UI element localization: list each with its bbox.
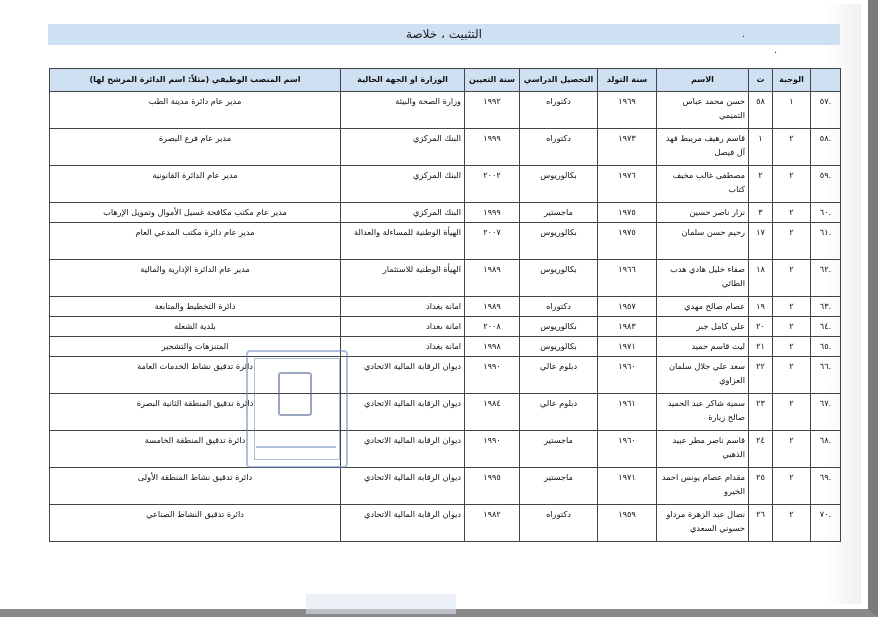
- header-education: التحصيل الدراسي: [520, 69, 598, 92]
- cell-birth: ١٩٨٣: [598, 317, 657, 337]
- cell-name: نضال عبد الزهرة مرداو حسوني السعدي: [657, 505, 749, 542]
- cell-appointed: ٢٠٠٢: [465, 166, 520, 203]
- table-body: [50, 92, 841, 542]
- cell-position: دائرة تدقيق المنطقة الثانية البصرة: [50, 394, 341, 431]
- cell-seq: .٦٦: [811, 357, 841, 394]
- cell-ministry: وزارة الصحة والبيئة: [341, 92, 465, 129]
- cell-seq: .٦٧: [811, 394, 841, 431]
- cell-seq: .٦٨: [811, 431, 841, 468]
- cell-education: بكالوريوس: [520, 260, 598, 297]
- cell-birth: ١٩٥٩: [598, 505, 657, 542]
- table-row: [50, 357, 841, 394]
- cell-birth: ١٩٧٥: [598, 203, 657, 223]
- cell-birth: ١٩٦٠: [598, 431, 657, 468]
- cell-name: سمية شاكر عبد الحميد صالح زيارة: [657, 394, 749, 431]
- cell-seq: .٧٠: [811, 505, 841, 542]
- table-row: [50, 166, 841, 203]
- cell-appointed: ١٩٩٨: [465, 337, 520, 357]
- cell-position: دائرة تدقيق نشاط الخدمات العامة: [50, 357, 341, 394]
- table-row: [50, 92, 841, 129]
- cell-name: نزار ناصر حسين: [657, 203, 749, 223]
- cell-ministry: ديوان الرقابة المالية الاتحادي: [341, 468, 465, 505]
- cell-t: ٢: [749, 166, 773, 203]
- eagle-emblem-icon: [278, 372, 312, 416]
- header-t: ت: [749, 69, 773, 92]
- cell-wajba: ٢: [773, 297, 811, 317]
- header-seq: [811, 69, 841, 92]
- cell-name: صفاء خليل هادي هدب الطائي: [657, 260, 749, 297]
- table-row: [50, 337, 841, 357]
- cell-wajba: ٢: [773, 166, 811, 203]
- cell-t: ٥٨: [749, 92, 773, 129]
- cell-position: مدير عام مكتب مكافحة غسيل الأموال وتمويل الإرهاب: [50, 203, 341, 223]
- table-row: [50, 317, 841, 337]
- cell-appointed: ١٩٩٠: [465, 357, 520, 394]
- cell-name: قاسم ناصر مطر عبيد الذهبي: [657, 431, 749, 468]
- cell-ministry: البنك المركزي: [341, 166, 465, 203]
- cell-position: دائرة تدقيق نشاط المنطقة الأولى: [50, 468, 341, 505]
- cell-wajba: ٢: [773, 129, 811, 166]
- header-ministry: الوزارة او الجهة الحالية: [341, 69, 465, 92]
- header-birth-year: سنة التولد: [598, 69, 657, 92]
- cell-seq: .٦١: [811, 223, 841, 260]
- table-row: [50, 260, 841, 297]
- cell-position: دائرة تدقيق المنطقة الخامسة: [50, 431, 341, 468]
- cell-wajba: ٢: [773, 337, 811, 357]
- cell-wajba: ٢: [773, 260, 811, 297]
- cell-appointed: ١٩٩٩: [465, 129, 520, 166]
- scan-speck: ·: [742, 32, 746, 43]
- table-row: [50, 394, 841, 431]
- cell-birth: ١٩٧٦: [598, 166, 657, 203]
- cell-position: مدير عام دائرة مدينة الطب: [50, 92, 341, 129]
- table-row: [50, 505, 841, 542]
- cell-appointed: ١٩٨٩: [465, 297, 520, 317]
- cell-position: مدير عام الدائرة القانونية: [50, 166, 341, 203]
- cell-ministry: امانة بغداد: [341, 317, 465, 337]
- cell-position: المتنزهات والتشجير: [50, 337, 341, 357]
- cell-education: ماجستير: [520, 468, 598, 505]
- cell-t: ٣: [749, 203, 773, 223]
- cell-t: ٢٢: [749, 357, 773, 394]
- cell-education: بكالوريوس: [520, 166, 598, 203]
- cell-wajba: ٢: [773, 357, 811, 394]
- cell-appointed: ١٩٨٤: [465, 394, 520, 431]
- cell-birth: ١٩٦١: [598, 394, 657, 431]
- cell-name: حسن محمد عباس التميمي: [657, 92, 749, 129]
- cell-wajba: ٢: [773, 505, 811, 542]
- cell-appointed: ١٩٩٥: [465, 468, 520, 505]
- cell-name: عصام صالح مهدي: [657, 297, 749, 317]
- cell-name: مصطفى غالب مخيف كتاب: [657, 166, 749, 203]
- cell-education: دكتوراه: [520, 129, 598, 166]
- table-header-row: [50, 69, 841, 92]
- cell-position: مدير عام فرع البصرة: [50, 129, 341, 166]
- cell-seq: .٥٨: [811, 129, 841, 166]
- cell-seq: .٦٩: [811, 468, 841, 505]
- cell-birth: ١٩٦٦: [598, 260, 657, 297]
- cell-wajba: ٢: [773, 203, 811, 223]
- cell-appointed: ٢٠٠٧: [465, 223, 520, 260]
- cell-t: ٢٤: [749, 431, 773, 468]
- cell-wajba: ٢: [773, 431, 811, 468]
- cell-education: بكالوريوس: [520, 223, 598, 260]
- cell-seq: .٦٢: [811, 260, 841, 297]
- cell-seq: .٥٧: [811, 92, 841, 129]
- cell-ministry: ديوان الرقابة المالية الاتحادي: [341, 431, 465, 468]
- scan-smudge: [306, 594, 456, 614]
- cell-position: مدير عام دائرة مكتب المدعي العام: [50, 223, 341, 260]
- cell-education: بكالوريوس: [520, 317, 598, 337]
- appointments-table: [49, 68, 841, 542]
- header-position: اسم المنصب الوظيفي (مثلاً: اسم الدائرة المرشح لها): [50, 69, 341, 92]
- cell-ministry: الهيأة الوطنية للمساءلة والعدالة: [341, 223, 465, 260]
- cell-seq: .٦٥: [811, 337, 841, 357]
- table-row: [50, 431, 841, 468]
- cell-t: ١٨: [749, 260, 773, 297]
- cell-wajba: ٢: [773, 394, 811, 431]
- cell-birth: ١٩٧٥: [598, 223, 657, 260]
- table-row: [50, 468, 841, 505]
- cell-birth: ١٩٧١: [598, 468, 657, 505]
- cell-seq: .٦٣: [811, 297, 841, 317]
- cell-education: دبلوم عالي: [520, 394, 598, 431]
- cell-wajba: ٢: [773, 468, 811, 505]
- cell-education: دكتوراه: [520, 505, 598, 542]
- scan-speck: ·: [774, 48, 778, 59]
- table-row: [50, 203, 841, 223]
- cell-seq: .٥٩: [811, 166, 841, 203]
- cell-appointed: ١٩٨٩: [465, 260, 520, 297]
- cell-name: قاسم رهيف مريبط فهد آل فيصل: [657, 129, 749, 166]
- cell-education: ماجستير: [520, 203, 598, 223]
- cell-birth: ١٩٧١: [598, 337, 657, 357]
- cell-birth: ١٩٦٠: [598, 357, 657, 394]
- cell-appointed: ٢٠٠٨: [465, 317, 520, 337]
- cell-seq: .٦٤: [811, 317, 841, 337]
- document-page: [6, 4, 858, 606]
- cell-birth: ١٩٥٧: [598, 297, 657, 317]
- cell-appointed: ١٩٨٢: [465, 505, 520, 542]
- cell-name: ليث قاسم حميد: [657, 337, 749, 357]
- cell-education: دبلوم عالي: [520, 357, 598, 394]
- cell-t: ١٧: [749, 223, 773, 260]
- table-row: [50, 129, 841, 166]
- cell-ministry: امانة بغداد: [341, 337, 465, 357]
- header-appointment-year: سنة التعيين: [465, 69, 520, 92]
- cell-t: ٢٦: [749, 505, 773, 542]
- cell-ministry: ديوان الرقابة المالية الاتحادي: [341, 357, 465, 394]
- cell-ministry: الهيأة الوطنية للاستثمار: [341, 260, 465, 297]
- cell-wajba: ٢: [773, 223, 811, 260]
- cell-t: ١: [749, 129, 773, 166]
- cell-appointed: ١٩٩٢: [465, 92, 520, 129]
- cell-wajba: ٢: [773, 317, 811, 337]
- cell-ministry: البنك المركزي: [341, 129, 465, 166]
- cell-seq: .٦٠: [811, 203, 841, 223]
- cell-t: ١٩: [749, 297, 773, 317]
- cell-ministry: امانة بغداد: [341, 297, 465, 317]
- cell-wajba: ١: [773, 92, 811, 129]
- cell-education: ماجستير: [520, 431, 598, 468]
- cell-name: علي كامل جبر: [657, 317, 749, 337]
- header-wajba: الوجبة: [773, 69, 811, 92]
- table-row: [50, 297, 841, 317]
- cell-appointed: ١٩٩٠: [465, 431, 520, 468]
- cell-position: بلدية الشعلة: [50, 317, 341, 337]
- cell-ministry: ديوان الرقابة المالية الاتحادي: [341, 394, 465, 431]
- cell-position: دائرة تدقيق النشاط الصناعي: [50, 505, 341, 542]
- cell-t: ٢٥: [749, 468, 773, 505]
- cell-t: ٢١: [749, 337, 773, 357]
- cell-ministry: البنك المركزي: [341, 203, 465, 223]
- cell-education: بكالوريوس: [520, 337, 598, 357]
- cell-name: سعد علي جلال سلمان العزاوي: [657, 357, 749, 394]
- cell-name: مقدام عصام يونس احمد الخيرو: [657, 468, 749, 505]
- cell-t: ٢٣: [749, 394, 773, 431]
- cell-position: دائرة التخطيط والمتابعة: [50, 297, 341, 317]
- table-row: [50, 223, 841, 260]
- stamp-text-line: [256, 446, 336, 458]
- cell-appointed: ١٩٩٩: [465, 203, 520, 223]
- cell-position: مدير عام الدائرة الإدارية والمالية: [50, 260, 341, 297]
- cell-name: رحيم حسن سلمان: [657, 223, 749, 260]
- cell-birth: ١٩٦٩: [598, 92, 657, 129]
- cell-education: دكتوراه: [520, 92, 598, 129]
- cell-education: دكتوراه: [520, 297, 598, 317]
- official-stamp: [246, 350, 348, 468]
- header-name: الاسم: [657, 69, 749, 92]
- cell-t: ٢٠: [749, 317, 773, 337]
- cell-ministry: ديوان الرقابة المالية الاتحادي: [341, 505, 465, 542]
- document-title: التثبيت ، خلاصة: [406, 27, 482, 41]
- cell-birth: ١٩٧٣: [598, 129, 657, 166]
